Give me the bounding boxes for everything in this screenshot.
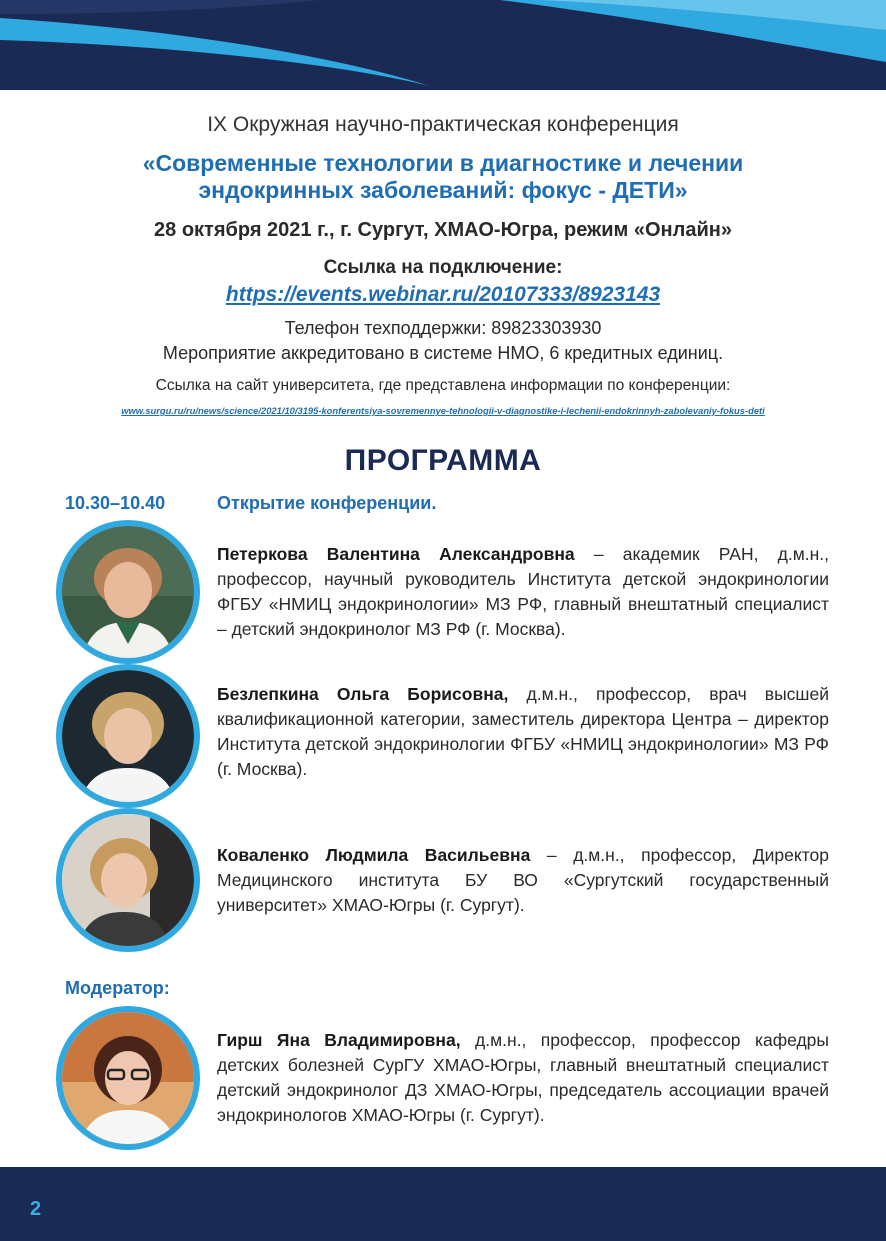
support-phone: Телефон техподдержки: 89823303930 — [284, 318, 602, 338]
footer-band — [0, 1167, 886, 1241]
speaker-photo-peterkova — [56, 520, 200, 664]
university-site-link[interactable]: www.surgu.ru/ru/news/science/2021/10/3195-konferentsiya-sovremennye-tehnologii-v-diagnostike-i-lechenii-endokrinnyh-zabolevaniy-fokus-deti — [121, 405, 765, 416]
moderator-bio: д.м.н., профессор, профессор кафедры детских болезней СурГУ ХМАО-Югры, главный внештатный специалист детский эндокринолог ДЗ ХМАО-Югры, председатель ассоциации врачей эндокринологов ХМАО-Югры (г. Сургут). — [217, 1030, 829, 1125]
webinar-link[interactable]: https://events.webinar.ru/20107333/8923143 — [225, 283, 661, 306]
speaker-peterkova — [217, 542, 829, 642]
site-label: Ссылка на сайт университета, где представлена информации по конференции: — [155, 377, 731, 394]
speaker-bezlepkina — [217, 682, 829, 782]
link-label: Ссылка на подключение: — [323, 257, 563, 278]
speaker-name: Коваленко Людмила Васильевна — [217, 845, 531, 865]
accreditation-text: Мероприятие аккредитовано в системе НМО, 6 кредитных единиц. — [162, 343, 724, 363]
moderator-label: Модератор: — [65, 978, 170, 998]
speaker-kovalenko — [217, 843, 829, 918]
speaker-bio: – д.м.н., профессор, Директор Медицинского института БУ ВО «Сургутский государственный университет» ХМАО-Югры (г. Сургут). — [217, 845, 829, 915]
speaker-bio: – академик РАН, д.м.н., профессор, научный руководитель Института детской эндокринологии ФГБУ «НМИЦ эндокринологии» МЗ РФ, главный внештатный специалист – детский эндокринолог МЗ РФ (г. Москва). — [217, 544, 829, 639]
session-title: Открытие конференции. — [217, 493, 437, 513]
moderator-name: Гирш Яна Владимировна, — [217, 1030, 461, 1050]
conference-title-line1: «Современные технологии в диагностике и лечении — [142, 150, 744, 176]
speaker-name: Петеркова Валентина Александровна — [217, 544, 575, 564]
page-number: 2 — [30, 1198, 42, 1220]
conference-date-place: 28 октября 2021 г., г. Сургут, ХМАО-Югра, режим «Онлайн» — [154, 219, 732, 241]
moderator-girsh — [217, 1028, 829, 1128]
speaker-photo-bezlepkina — [56, 664, 200, 808]
speaker-photo-kovalenko — [56, 808, 200, 952]
conference-number: IX Окружная научно-практическая конференция — [207, 113, 679, 136]
speaker-name: Безлепкина Ольга Борисовна, — [217, 684, 509, 704]
session-time: 10.30–10.40 — [65, 493, 166, 513]
speaker-bio: д.м.н., профессор, врач высшей квалификационной категории, заместитель директора Центра – директор Института детской эндокринологии ФГБУ «НМИЦ эндокринологии» МЗ РФ (г. Москва). — [217, 684, 829, 779]
conference-title-line2: эндокринных заболеваний: фокус - ДЕТИ» — [198, 177, 688, 203]
conference-title — [0, 150, 886, 204]
program-heading: ПРОГРАММА — [344, 444, 542, 477]
moderator-photo-girsh — [56, 1006, 200, 1150]
header-band — [0, 0, 886, 90]
